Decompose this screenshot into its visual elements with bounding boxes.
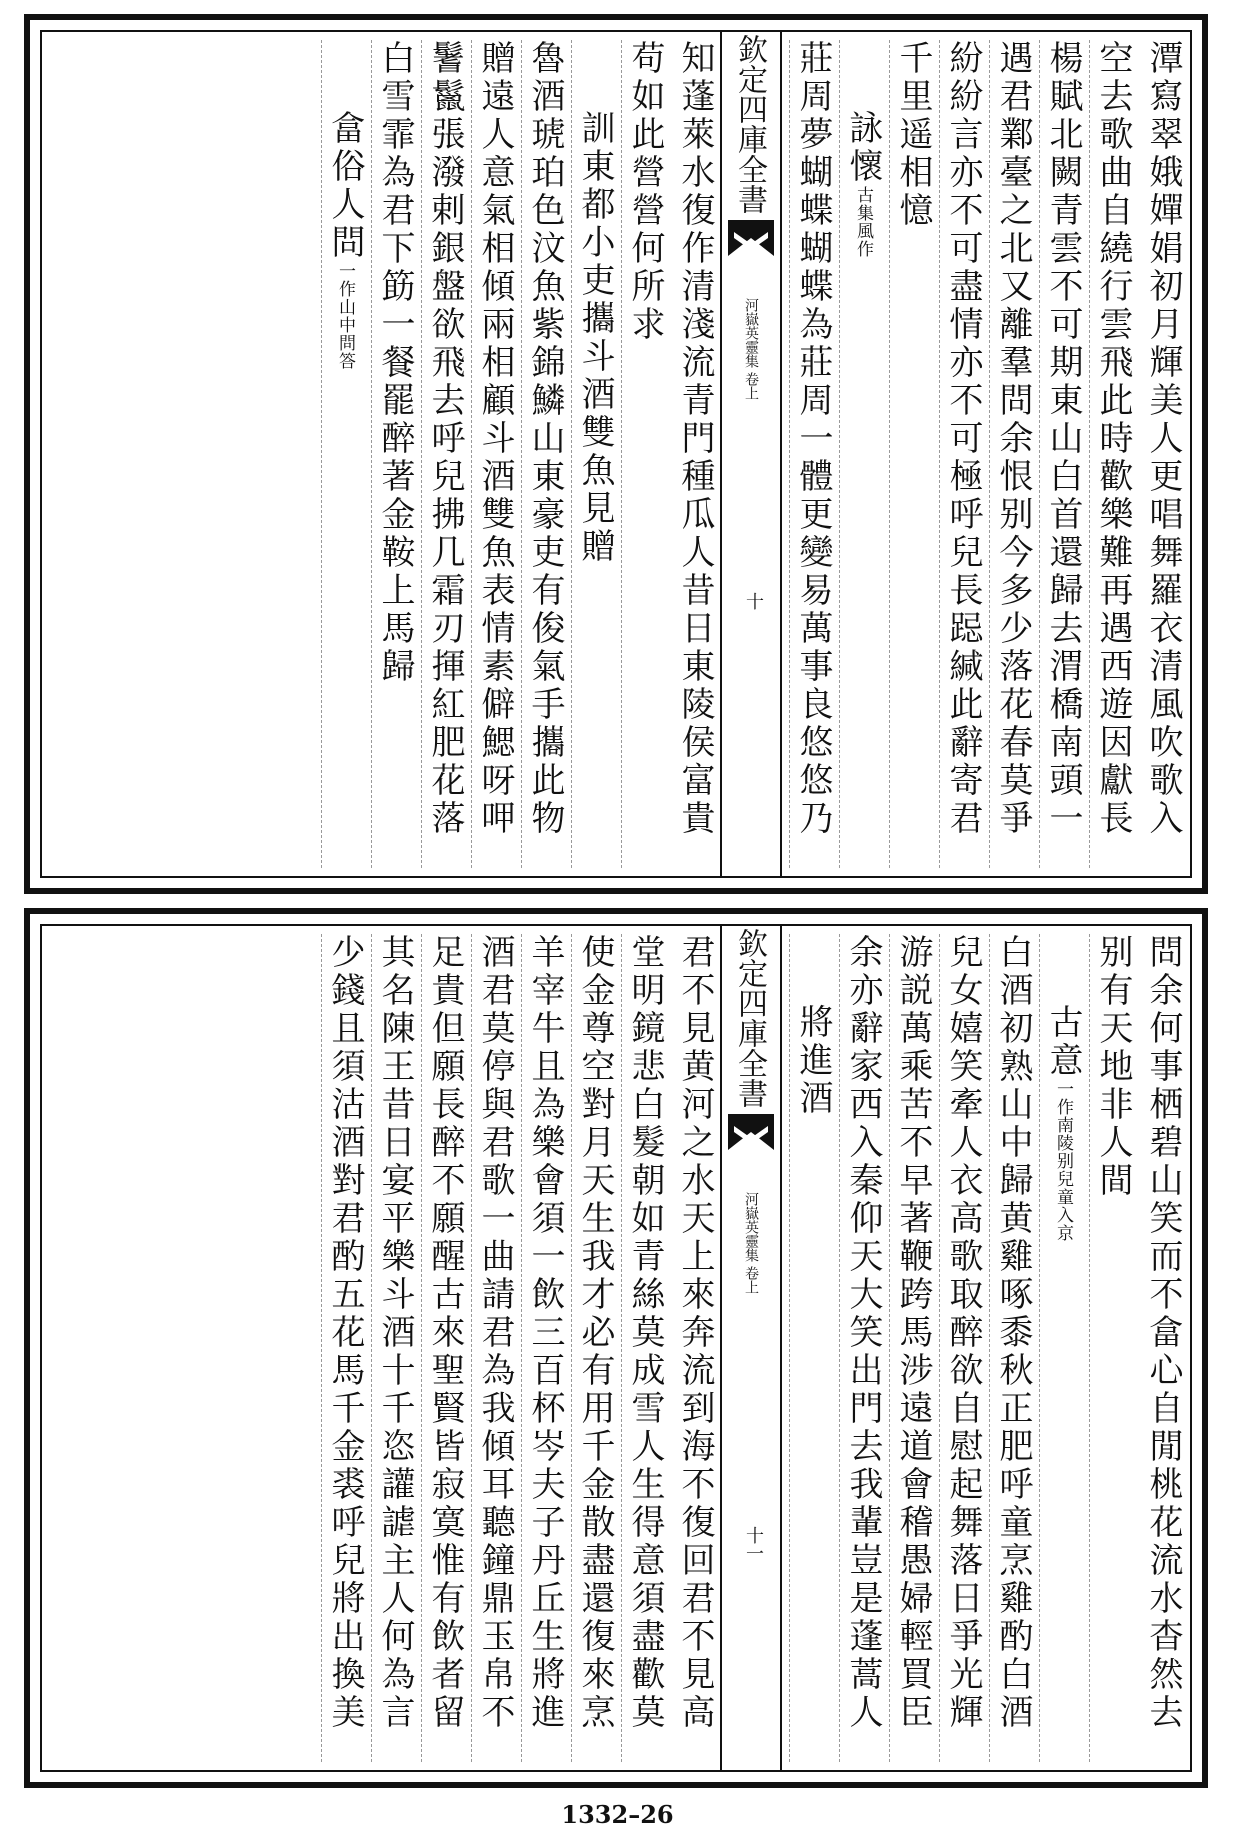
poem-title-column — [839, 40, 886, 868]
text-column: 君不見黄河之水天上來奔流到海不復回君不見高 — [675, 934, 715, 1732]
poem-title-column: 訓東都小吏攜斗酒雙魚見贈 — [571, 40, 618, 868]
text-column: 使金尊空對月天生我才必有用千金散盡還復來烹 — [571, 934, 618, 1762]
center-fold-column — [720, 32, 782, 876]
fish-tail-mark-icon — [728, 1114, 774, 1152]
text-column: 白雪霏為君下筯一餐罷醉著金鞍上馬歸 — [371, 40, 418, 868]
collection-name: 河嶽英靈集 — [743, 298, 759, 368]
title-note: 一作南陵别兒童入京 — [1053, 1080, 1073, 1242]
book-title: 欽定四庫全書 — [732, 928, 767, 1108]
text-column: 魯酒琥珀色汶魚紫錦鱗山東豪吏有俊氣手攜此物 — [521, 40, 568, 868]
text-column: 其名陳王昔日宴平樂斗酒十千恣讙謔主人何為言 — [371, 934, 418, 1762]
book-title: 欽定四庫全書 — [732, 34, 767, 214]
collection-name: 河嶽英靈集 — [743, 1192, 759, 1262]
poem-title-column — [789, 934, 836, 1762]
text-column: 游説萬乘苦不早著鞭跨馬涉遠道會稽愚婦輕買臣 — [889, 934, 936, 1762]
page-number: 十 — [743, 592, 764, 610]
text-column: 贈遠人意氣相傾兩相顧斗酒雙魚表情素僻鰓呀呷 — [471, 40, 518, 868]
volume-label: 卷上 — [743, 372, 759, 400]
text-column: 空去歌曲自繞行雲飛此時歡樂難再遇西遊因獻長 — [1089, 40, 1136, 868]
poem-title-column — [321, 40, 368, 868]
poem-title: 詠懷 — [843, 110, 883, 186]
top-page-frame — [40, 30, 1192, 878]
bottom-page-panel — [24, 908, 1208, 1788]
text-column: 酒君莫停與君歌一曲請君為我傾耳聽鐘鼎玉帛不 — [471, 934, 518, 1762]
text-column: 羊宰牛且為樂會須一飲三百杯岑夫子丹丘生將進 — [521, 934, 568, 1762]
text-column: 楊賦北闕青雲不可期東山白首還歸去渭橋南頭一 — [1039, 40, 1086, 868]
text-column: 兒女嬉笑牽人衣高歌取醉欲自慰起舞落日爭光輝 — [939, 934, 986, 1762]
text-column: 别有天地非人間 — [1089, 934, 1136, 1762]
title-note: 古集風作 — [853, 186, 873, 258]
text-column: 鬐鬣張潑剌銀盤欲飛去呼兒拂几霜刃揮紅肥花落 — [421, 40, 468, 868]
text-column: 紛紛言亦不可盡情亦不可極呼兒長跽緘此辭寄君 — [939, 40, 986, 868]
text-column: 莊周夢蝴蝶蝴蝶為莊周一體更變易萬事良悠悠乃 — [789, 40, 836, 868]
text-column: 堂明鏡悲白髮朝如青絲莫成雪人生得意須盡歡莫 — [621, 934, 668, 1762]
text-column: 知蓬萊水復作清淺流青門種瓜人昔日東陵侯富貴 — [675, 40, 715, 838]
text-column: 苟如此營營何所求 — [621, 40, 668, 868]
text-column: 白酒初熟山中歸黄雞啄黍秋正肥呼童烹雞酌白酒 — [989, 934, 1036, 1762]
top-page-panel — [24, 14, 1208, 894]
center-fold-column — [720, 926, 782, 1770]
page-footer-label: 1332–26 — [561, 1800, 674, 1829]
text-column: 少錢且須沽酒對君酌五花馬千金裘呼兒將出換美 — [321, 934, 368, 1762]
text-column: 千里遥相憶 — [889, 40, 936, 868]
poem-title-column — [1039, 934, 1086, 1762]
text-column: 足貴但願長醉不願醒古來聖賢皆寂寞惟有飲者留 — [421, 934, 468, 1762]
poem-title: 古意 — [1043, 1004, 1083, 1080]
text-column: 遇君鄴臺之北又離羣問余恨别今多少落花春莫爭 — [989, 40, 1036, 868]
text-column: 問余何事栖碧山笑而不畣心自閒桃花流水杳然去 — [1143, 934, 1183, 1732]
text-column: 潭寫翠娥嬋娟初月輝美人更唱舞羅衣清風吹歌入 — [1143, 40, 1183, 838]
bottom-page-frame — [40, 924, 1192, 1772]
volume-label: 卷上 — [743, 1266, 759, 1294]
poem-title: 畣俗人問 — [325, 110, 365, 262]
fish-tail-mark-icon — [728, 220, 774, 258]
poem-title: 將進酒 — [793, 1004, 833, 1118]
page-number: 十一 — [743, 1526, 764, 1562]
text-column: 余亦辭家西入秦仰天大笑出門去我輩豈是蓬蒿人 — [839, 934, 886, 1762]
title-note: 一作山中問答 — [335, 262, 355, 370]
